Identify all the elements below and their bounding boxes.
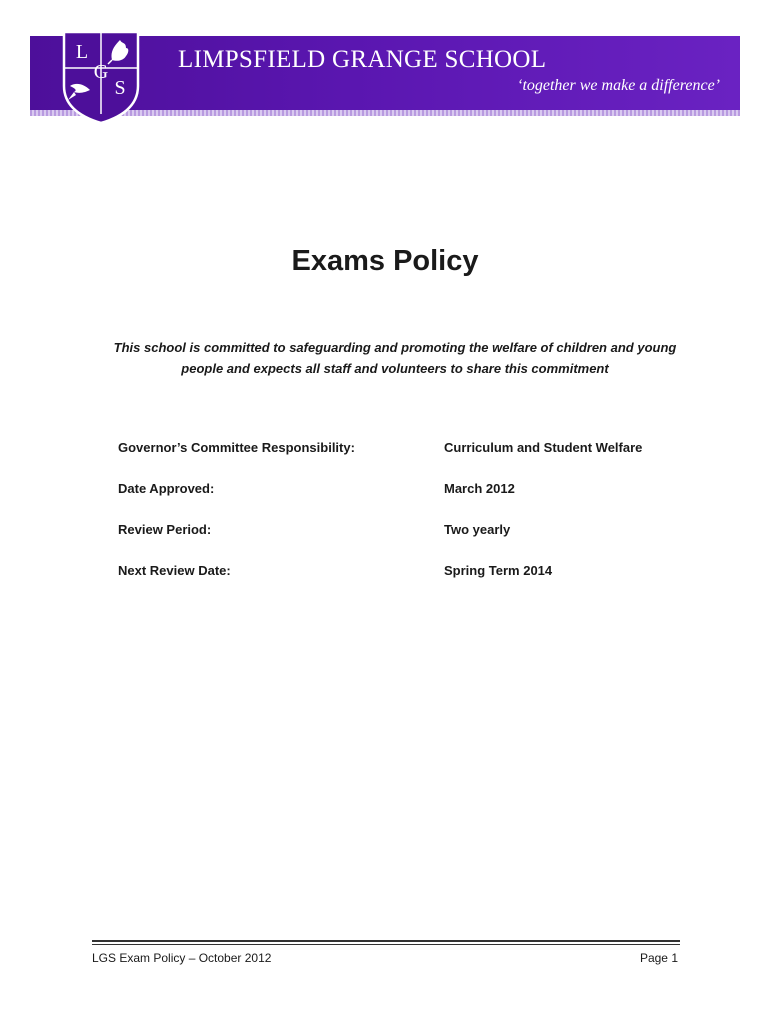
- footer-page-number: Page 1: [639, 951, 678, 965]
- school-name: LIMPSFIELD GRANGE SCHOOL: [178, 46, 547, 73]
- detail-value: Spring Term 2014: [444, 563, 553, 578]
- detail-value: Two yearly: [444, 522, 511, 537]
- detail-value: March 2012: [444, 481, 515, 496]
- detail-label: Next Review Date:: [118, 563, 231, 578]
- crest-letter-g: G: [93, 61, 109, 83]
- detail-row-review-period: [118, 522, 678, 563]
- safeguarding-statement: This school is committed to safeguarding and promoting the welfare of children and young people and expects all staff and volunteers to share this commitment: [113, 340, 677, 376]
- detail-label: Review Period:: [118, 522, 212, 537]
- detail-label: Governor’s Committee Responsibility:: [118, 440, 355, 455]
- detail-value: Curriculum and Student Welfare: [444, 440, 643, 455]
- detail-row-date-approved: [118, 481, 678, 522]
- detail-row-next-review: [118, 563, 678, 604]
- crest-letter-l: L: [75, 41, 89, 63]
- school-crest: [60, 28, 142, 126]
- page-title: Exams Policy: [291, 245, 479, 277]
- detail-row-committee: [118, 440, 678, 481]
- footer-document-id: LGS Exam Policy – October 2012: [92, 951, 272, 965]
- crest-letter-s: S: [114, 77, 126, 99]
- school-motto: ‘together we make a difference’: [517, 77, 720, 94]
- policy-details: [118, 440, 678, 604]
- detail-label: Date Approved:: [118, 481, 215, 496]
- footer-divider: [92, 940, 680, 945]
